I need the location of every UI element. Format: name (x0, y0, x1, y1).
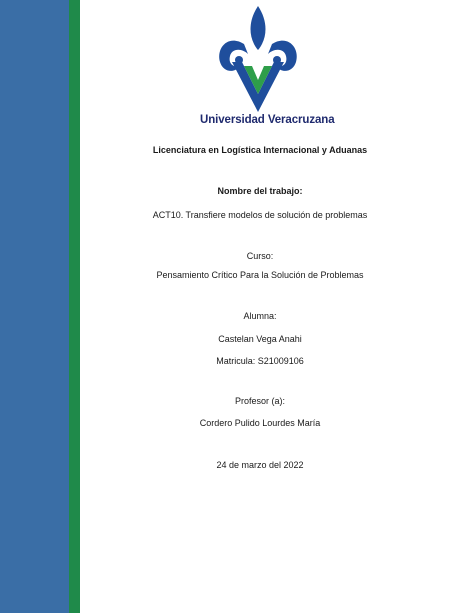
professor-label: Profesor (a): (234, 396, 285, 406)
enrollment-number: Matricula: S21009106 (216, 356, 304, 366)
left-blue-stripe (0, 0, 69, 613)
submission-date: 24 de marzo del 2022 (216, 460, 304, 470)
work-label: Nombre del trabajo: (217, 186, 303, 196)
work-title: ACT10. Transfiere modelos de solución de problemas (152, 210, 368, 220)
university-name: Universidad Veracruzana (200, 114, 335, 126)
degree-title: Licenciatura en Logística Internacional y Aduanas (152, 145, 368, 155)
course-name: Pensamiento Crítico Para la Solución de Problemas (156, 270, 364, 280)
student-name: Castelan Vega Anahi (218, 334, 302, 344)
left-green-stripe (69, 0, 80, 613)
professor-name: Cordero Pulido Lourdes María (199, 418, 321, 428)
student-label: Alumna: (243, 311, 277, 321)
uv-flame-logo-icon (214, 4, 302, 114)
course-label: Curso: (246, 251, 274, 261)
